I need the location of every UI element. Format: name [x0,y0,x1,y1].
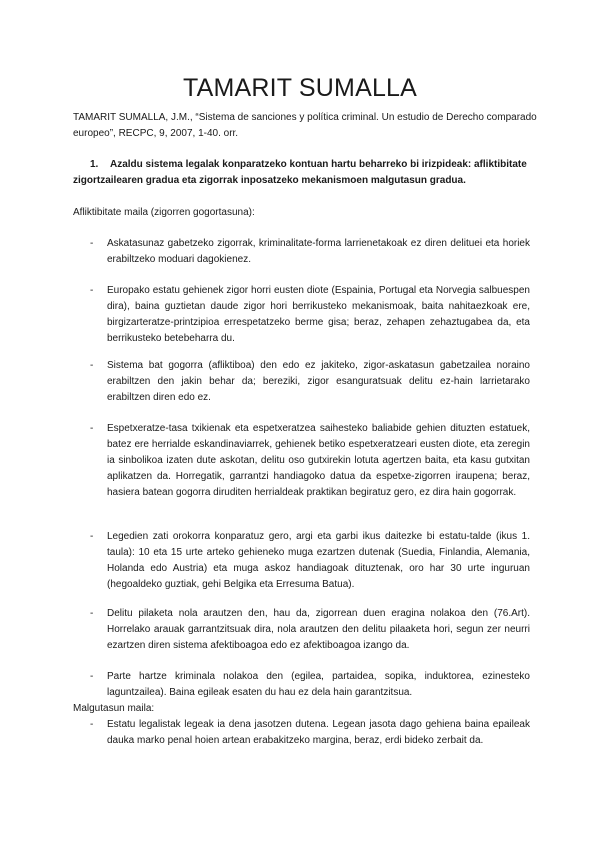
bullet-dash: - [90,360,94,371]
section-label-malgutasun: Malgutasun maila: [73,703,155,714]
list-item [73,669,530,701]
list-item-text: Estatu legalistak legeak ia dena jasotzen dutena. Legean jasota dago gehiena baina epaileak dauka marko penal hoien artean erabakitzeko margina, beraz, erdi bideko zerbait da. [107,719,530,746]
list-item-text: Europako estatu gehienek zigor horri eusten diote (Espainia, Portugal eta Norvegia salbuespen dira), baina guztietan daude zigor hori berrikusteko mekanismoak, baita nahitaezkoak ere, birgizarteratze-printzipioa errespetatzeko berme gisa; beraz, zehapen zehaztugabea da, eta berrikusteko betebeharra du. [107,285,530,344]
bibliographic-reference: TAMARIT SUMALLA, J.M., “Sistema de sanciones y política criminal. Un estudio de Derecho comparado europeo”, RECPC, 9, 2007, 1-40. orr. [73,112,537,139]
list-item [73,529,530,593]
question-heading [73,157,533,189]
bullet-dash: - [90,608,94,619]
question-text: Azaldu sistema legalak konparatzeko kontuan hartu beharreko bi irizpideak: afliktibitate zigortzailearen gradua eta zigorrak inposatzeko mekanismoen malgutasun gradua. [73,159,527,186]
list-item-text: Askatasunaz gabetzeko zigorrak, kriminalitate-forma larrienetakoak ez diren delituei eta horiek erabiltzeko moduari dagokienez. [107,238,530,265]
bullet-dash: - [90,671,94,682]
list-item [73,236,530,268]
list-item-text: Legedien zati orokorra konparatuz gero, argi eta garbi ikus daitezke bi estatu-talde (ikus 1. taula): 10 eta 15 urte arteko gehieneko muga ezartzen dutenak (Suedia, Finlandia, Alemania, Holanda edo Austria) eta muga askoz handiagoak dituztenak, oro har 30 urte inguruan (hegoaldeko guztiak, gehi Belgika eta Erresuma Batua). [107,531,530,590]
list-item-text: Parte hartze kriminala nolakoa den (egilea, partaidea, sopika, induktorea, ezinesteko laguntzailea). Baina egileak esaten du hau ez dela hain garantzitsua. [107,671,530,698]
list-item [73,606,530,654]
bullet-dash: - [90,285,94,296]
list-item [73,358,530,406]
list-item-text: Espetxeratze-tasa txikienak eta espetxeratzea saihesteko baliabide gehien dituzten estatuek, batez ere herrialde eskandinaviarrek, gehienek betiko espetxeratzeari eusten diote, eta zeregin ia sinbolikoa izaten dute askotan, delitu oso gutxirekin lotuta agertzen baita, eta kasu gutxitan aplikatzen da. Horregatik, garrantzi handiagoko datua da espetxe-zigorren iraupena; beraz, hasiera batean gogorra diruditen herrialdeak praktikan begiratuz gero, ez dira hain gogorrak. [107,423,530,498]
bullet-dash: - [90,531,94,542]
question-number: 1. [90,159,99,170]
bullet-dash: - [90,238,94,249]
bullet-dash: - [90,423,94,434]
list-item [73,283,530,347]
bullet-dash: - [90,719,94,730]
list-item-text: Delitu pilaketa nola arautzen den, hau da, zigorrean duen eragina nolakoa den (76.Art). Horrelako arauak garrantzitsuak dira, nola arautzen den delitu pilaaketa hori, segun zer neurri ezartzen diren sistema afektiboagoa edo ez afektiboagoa izango da. [107,608,530,651]
list-item [73,717,530,749]
list-item-text: Sistema bat gogorra (afliktiboa) den edo ez jakiteko, zigor-askatasun gabetzailea noraino erabiltzen den jakin behar da; bereziki, zigor esanguratsuak delitu ez-hain larrietarako erabiltzen diren edo ez. [107,360,530,403]
page-title: TAMARIT SUMALLA [182,74,418,102]
list-item [73,421,530,501]
section-label-afliktibitate: Afliktibitate maila (zigorren gogortasuna): [73,207,255,218]
